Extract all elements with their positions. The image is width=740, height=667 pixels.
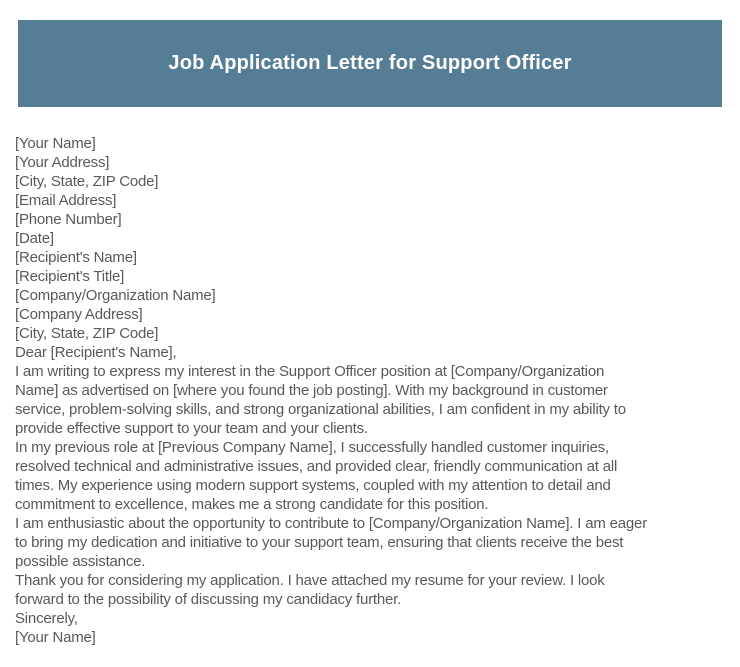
recipient-address-line: [Company Address] xyxy=(15,306,143,323)
paragraph-line: commitment to excellence, makes me a strong candidate for this position. xyxy=(15,496,489,513)
recipient-city-line: [City, State, ZIP Code] xyxy=(15,325,159,342)
paragraph-line: times. My experience using modern support systems, coupled with my attention to detail and xyxy=(15,477,611,494)
recipient-company-line: [Company/Organization Name] xyxy=(15,287,216,304)
paragraph-line: I am writing to express my interest in the Support Officer position at [Company/Organization xyxy=(15,363,605,380)
paragraph-line: forward to the possibility of discussing my candidacy further. xyxy=(15,591,402,608)
date-line: [Date] xyxy=(15,230,54,247)
letter-body xyxy=(15,134,734,647)
paragraph-line: provide effective support to your team and your clients. xyxy=(15,420,368,437)
paragraph-line: Thank you for considering my application. I have attached my resume for your review. I look xyxy=(15,572,605,589)
paragraph-line: resolved technical and administrative issues, and provided clear, friendly communication at all xyxy=(15,458,618,475)
paragraph-line: service, problem-solving skills, and strong organizational abilities, I am confident in my ability to xyxy=(15,401,626,418)
paragraph-line: I am enthusiastic about the opportunity to contribute to [Company/Organization Name]. I am eager xyxy=(15,515,647,532)
paragraph-line: to bring my dedication and initiative to your support team, ensuring that clients receive the best xyxy=(15,534,624,551)
sender-city-line: [City, State, ZIP Code] xyxy=(15,173,159,190)
recipient-title-line: [Recipient's Title] xyxy=(15,268,125,285)
closing-line: Sincerely, xyxy=(15,610,78,627)
letter-title-banner xyxy=(18,20,722,107)
recipient-name-line: [Recipient's Name] xyxy=(15,249,137,266)
paragraph-line: Name] as advertised on [where you found the job posting]. With my background in customer xyxy=(15,382,608,399)
sender-phone-line: [Phone Number] xyxy=(15,211,122,228)
paragraph-line: possible assistance. xyxy=(15,553,146,570)
signature-line: [Your Name] xyxy=(15,629,96,646)
sender-name-line: [Your Name] xyxy=(15,135,96,152)
paragraph-line: In my previous role at [Previous Company Name], I successfully handled customer inquiries, xyxy=(15,439,609,456)
salutation-line: Dear [Recipient's Name], xyxy=(15,344,177,361)
sender-email-line: [Email Address] xyxy=(15,192,117,209)
page-title: Job Application Letter for Support Officer xyxy=(168,52,572,74)
sender-address-line: [Your Address] xyxy=(15,154,110,171)
